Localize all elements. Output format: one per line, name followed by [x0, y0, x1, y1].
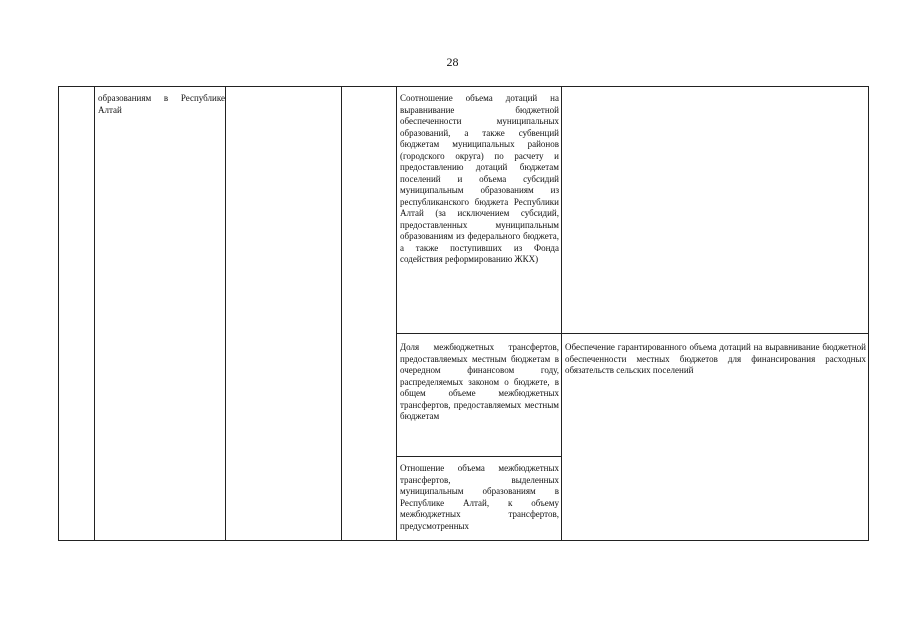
- column-divider: [561, 87, 562, 540]
- column-divider: [225, 87, 226, 540]
- program-table: [58, 86, 869, 541]
- indicator-cell: Соотношение объема дотаций на выравнивание бюджетной обеспеченности муниципальных образований, а также субвенций бюджетам муниципальных районов (городского округа) по расчету и предоставлению дотаций бюджетам поселений и объема субсидий муниципальным образованиям из республиканского бюджета Республики Алтай (за исключением субсидий, предоставленных муниципальным образованиям из федерального бюджета, а также поступивших из Фонда содействия реформированию ЖКХ): [400, 93, 559, 264]
- indicator-cell: Отношение объема межбюджетных трансфертов, выделенных муниципальным образованиям в Республике Алтай, к объему межбюджетных трансфертов, предусмотренных: [400, 463, 559, 531]
- page-number: 28: [446, 55, 459, 69]
- row-divider: [396, 456, 561, 457]
- goal-cell: Обеспечение гарантированного объема дотаций на выравнивание бюджетной обеспеченности местных бюджетов для финансирования расходных обязательств сельских поселений: [565, 342, 866, 375]
- column-divider: [341, 87, 342, 540]
- indicator-cell: Доля межбюджетных трансфертов, предоставляемых местным бюджетам в очередном финансовом году, распределяемых законом о бюджете, в общем объеме межбюджетных трансфертов, предоставляемых местным бюджетам: [400, 342, 559, 421]
- row-divider: [396, 333, 868, 334]
- column-divider: [396, 87, 397, 540]
- column-divider: [94, 87, 95, 540]
- entity-cell: образованиям в Республике Алтай: [98, 93, 225, 115]
